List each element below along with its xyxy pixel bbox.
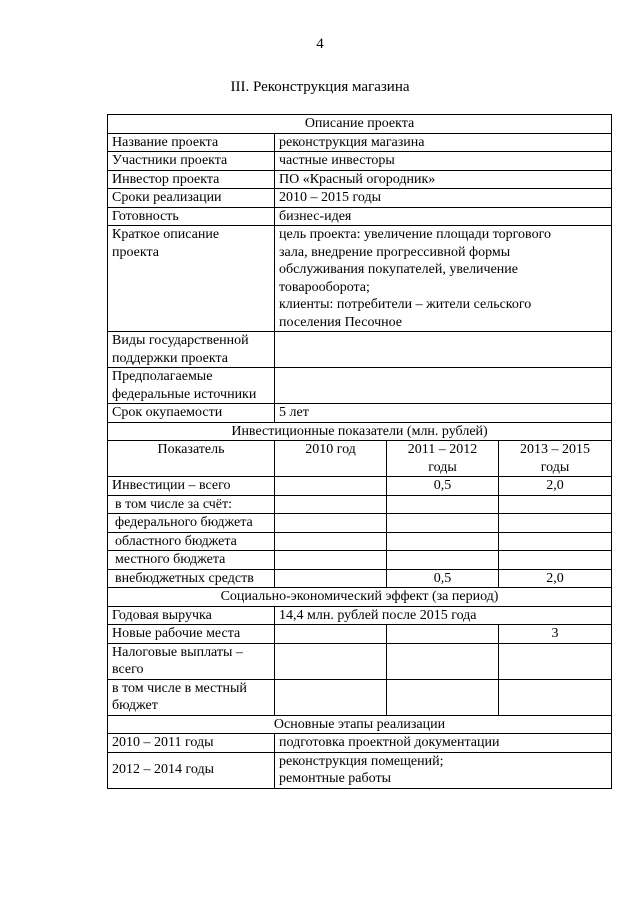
- investment-value: [275, 551, 387, 570]
- stages-header: Основные этапы реализации: [108, 715, 612, 734]
- description-row: [108, 207, 612, 226]
- investment-column-header: 2011 – 2012 годы: [387, 441, 499, 477]
- investment-label: в том числе за счёт:: [108, 495, 275, 514]
- investment-column-header: 2013 – 2015 годы: [499, 441, 612, 477]
- investment-value: [499, 495, 612, 514]
- investment-value: [275, 514, 387, 533]
- description-label: Виды государственной поддержки проекта: [108, 332, 275, 368]
- stage-description: подготовка проектной документации: [275, 734, 612, 753]
- investment-value: 0,5: [387, 569, 499, 588]
- social-row: [108, 625, 612, 644]
- social-value: [275, 625, 387, 644]
- description-value: бизнес-идея: [275, 207, 612, 226]
- project-passport-table: [107, 114, 612, 789]
- investment-value: [499, 532, 612, 551]
- social-row: [108, 643, 612, 679]
- description-row: [108, 404, 612, 423]
- investment-value: 0,5: [387, 477, 499, 496]
- description-label: Краткое описание проекта: [108, 226, 275, 332]
- page-number: 4: [316, 36, 324, 52]
- description-label: Название проекта: [108, 133, 275, 152]
- investment-row: [108, 477, 612, 496]
- section-title: III. Реконструкция магазина: [230, 79, 410, 95]
- description-value: реконструкция магазина: [275, 133, 612, 152]
- investment-row: [108, 569, 612, 588]
- section-header-row: [108, 115, 612, 134]
- social-label: Новые рабочие места: [108, 625, 275, 644]
- social-value: [499, 679, 612, 715]
- investment-column-header: Показатель: [108, 441, 275, 477]
- description-value: 5 лет: [275, 404, 612, 423]
- description-label: Инвестор проекта: [108, 170, 275, 189]
- description-row: [108, 133, 612, 152]
- description-row: [108, 170, 612, 189]
- social-row: [108, 679, 612, 715]
- social-value: [387, 625, 499, 644]
- investment-label: федерального бюджета: [108, 514, 275, 533]
- description-label: Готовность: [108, 207, 275, 226]
- investment-value: [499, 551, 612, 570]
- investment-label: местного бюджета: [108, 551, 275, 570]
- social-value: [275, 679, 387, 715]
- investment-value: [275, 532, 387, 551]
- investment-value: [499, 514, 612, 533]
- social-value: 3: [499, 625, 612, 644]
- description-value: [275, 332, 612, 368]
- stage-period: 2012 – 2014 годы: [108, 752, 275, 788]
- description-row: [108, 368, 612, 404]
- investment-row: [108, 514, 612, 533]
- investment-row: [108, 532, 612, 551]
- description-label: Участники проекта: [108, 152, 275, 171]
- description-row: [108, 152, 612, 171]
- description-header: Описание проекта: [108, 115, 612, 134]
- section-header-row: [108, 715, 612, 734]
- stage-period: 2010 – 2011 годы: [108, 734, 275, 753]
- description-label: Предполагаемые федеральные источники: [108, 368, 275, 404]
- investment-label: Инвестиции – всего: [108, 477, 275, 496]
- stage-description: реконструкция помещений; ремонтные работы: [275, 752, 612, 788]
- stage-row: [108, 734, 612, 753]
- social-header: Социально-экономический эффект (за период): [108, 588, 612, 607]
- description-label: Сроки реализации: [108, 189, 275, 208]
- description-row: [108, 226, 612, 332]
- investment-value: [275, 477, 387, 496]
- investment-value: [387, 514, 499, 533]
- investment-column-header: 2010 год: [275, 441, 387, 477]
- investment-row: [108, 551, 612, 570]
- description-label: Срок окупаемости: [108, 404, 275, 423]
- investment-value: [275, 495, 387, 514]
- social-value: [387, 643, 499, 679]
- investment-value: [387, 551, 499, 570]
- investment-value: [387, 532, 499, 551]
- section-header-row: [108, 422, 612, 441]
- investment-row: [108, 495, 612, 514]
- investment-value: 2,0: [499, 569, 612, 588]
- social-value: [387, 679, 499, 715]
- revenue-row: [108, 606, 612, 625]
- description-value: частные инвесторы: [275, 152, 612, 171]
- investment-value: [275, 569, 387, 588]
- revenue-value: 14,4 млн. рублей после 2015 года: [275, 606, 612, 625]
- description-value: цель проекта: увеличение площади торгового зала, внедрение прогрессивной формы обслуживания покупателей, увеличение товарооборота; клиенты: потребители – жители сельского поселения Песочное: [275, 226, 612, 332]
- description-row: [108, 189, 612, 208]
- description-value: [275, 368, 612, 404]
- stage-row: [108, 752, 612, 788]
- description-row: [108, 332, 612, 368]
- description-value: 2010 – 2015 годы: [275, 189, 612, 208]
- investment-label: областного бюджета: [108, 532, 275, 551]
- description-value: ПО «Красный огородник»: [275, 170, 612, 189]
- investment-value: 2,0: [499, 477, 612, 496]
- social-value: [275, 643, 387, 679]
- social-label: в том числе в местный бюджет: [108, 679, 275, 715]
- investment-value: [387, 495, 499, 514]
- revenue-label: Годовая выручка: [108, 606, 275, 625]
- section-header-row: [108, 588, 612, 607]
- investment-label: внебюджетных средств: [108, 569, 275, 588]
- investment-columns-row: [108, 441, 612, 477]
- investment-header: Инвестиционные показатели (млн. рублей): [108, 422, 612, 441]
- social-value: [499, 643, 612, 679]
- social-label: Налоговые выплаты – всего: [108, 643, 275, 679]
